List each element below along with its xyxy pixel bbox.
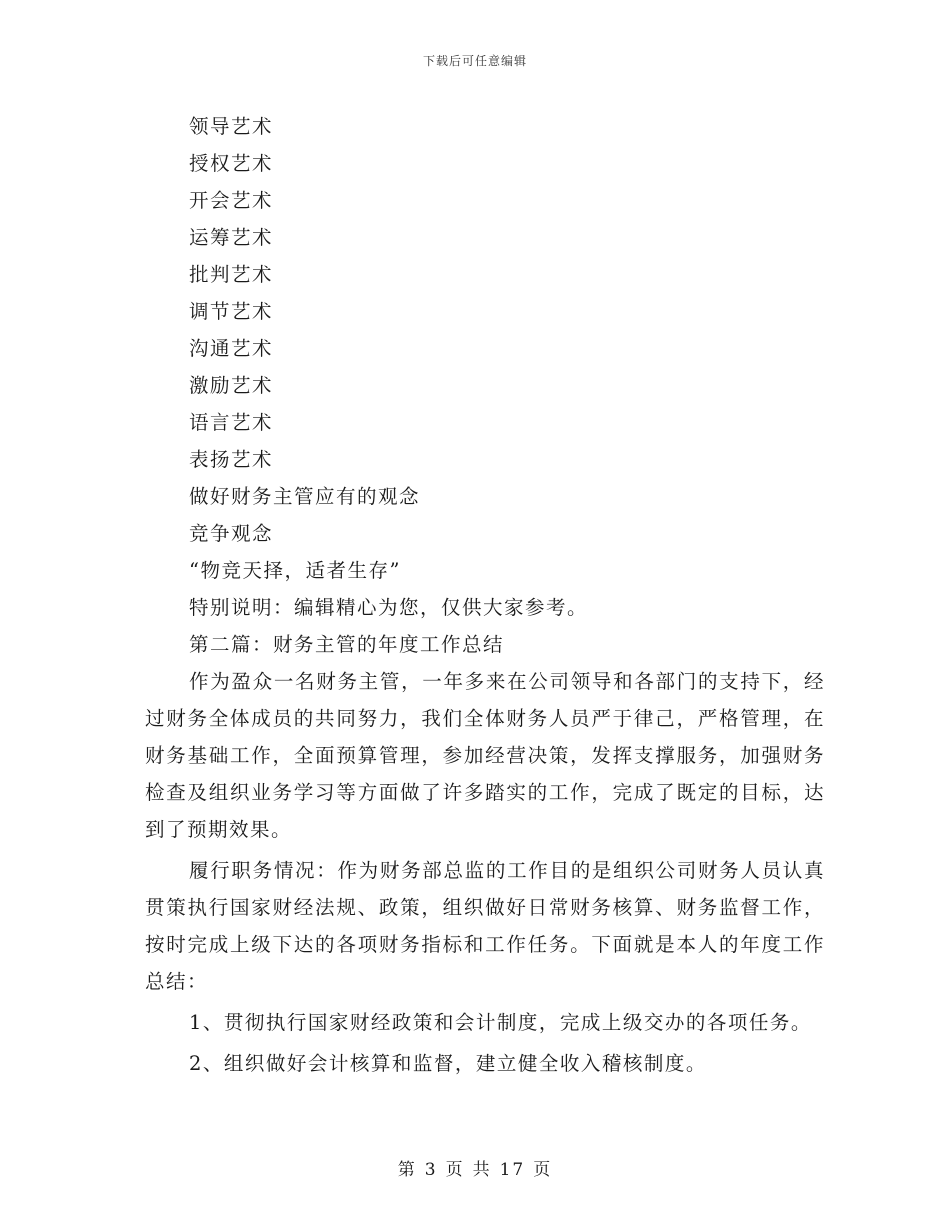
section-heading: 做好财务主管应有的观念 xyxy=(189,485,421,508)
footer-total-word: 共 xyxy=(472,1160,492,1180)
total-pages: 17 xyxy=(499,1160,526,1180)
footer-page-word: 页 xyxy=(445,1160,465,1180)
text-line: 竞争观念 xyxy=(189,522,274,545)
document-body xyxy=(145,108,825,1086)
text-line: 语言艺术 xyxy=(189,411,274,434)
chapter-title: 第二篇：财务主管的年度工作总结 xyxy=(189,633,505,656)
text-line: 激励艺术 xyxy=(189,374,274,397)
paragraph: 履行职务情况：作为财务部总监的工作目的是组织公司财务人员认真贯策执行国家财经法规、政策，组织做好日常财务核算、财务监督工作，按时完成上级下达的各项财务指标和工作任务。下面就是本人的年度工作总结： xyxy=(145,859,825,993)
text-line: 表扬艺术 xyxy=(189,448,274,471)
footer-prefix: 第 xyxy=(397,1160,417,1180)
text-line: 调节艺术 xyxy=(189,300,274,323)
text-line: 批判艺术 xyxy=(189,263,274,286)
quote-line: “物竞天择，适者生存” xyxy=(189,559,401,582)
text-line: 领导艺术 xyxy=(189,115,274,138)
paragraph: 2、组织做好会计核算和监督，建立健全收入稽核制度。 xyxy=(189,1052,707,1075)
note-line: 特别说明：编辑精心为您，仅供大家参考。 xyxy=(189,596,589,619)
paragraph: 作为盈众一名财务主管，一年多来在公司领导和各部门的支持下，经过财务全体成员的共同努力，我们全体财务人员严于律己，严格管理，在财务基础工作，全面预算管理，参加经营决策，发挥支撑服务，加强财务检查及组织业务学习等方面做了许多踏实的工作，完成了既定的目标，达到了预期效果。 xyxy=(145,670,825,841)
text-line: 开会艺术 xyxy=(189,189,274,212)
page-header: 下载后可任意编辑 xyxy=(422,54,527,68)
page-number: 3 xyxy=(424,1160,438,1180)
footer-suffix: 页 xyxy=(533,1160,553,1180)
page-footer xyxy=(0,1155,950,1180)
text-line: 沟通艺术 xyxy=(189,337,274,360)
paragraph: 1、贯彻执行国家财经政策和会计制度，完成上级交办的各项任务。 xyxy=(189,1011,812,1034)
text-line: 授权艺术 xyxy=(189,152,274,175)
text-line: 运筹艺术 xyxy=(189,226,274,249)
